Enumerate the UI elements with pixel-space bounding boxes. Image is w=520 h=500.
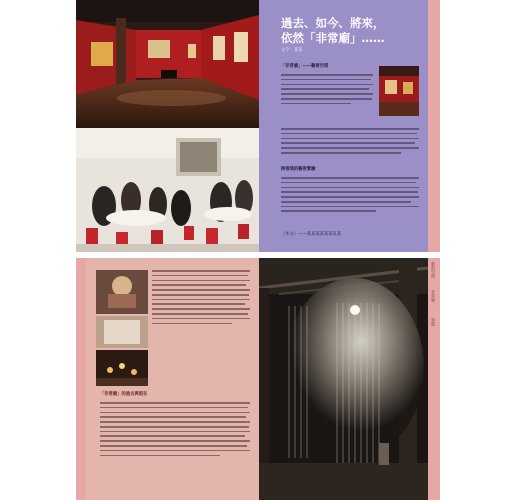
candle-photo	[96, 350, 148, 386]
article-title	[281, 16, 421, 46]
article-title-line-2: 依然「非常廟」……	[281, 31, 385, 45]
article-body-text	[281, 74, 373, 107]
tab-label-1: 藝術空間	[431, 262, 436, 278]
installation-photo	[96, 316, 148, 348]
closing-note: （本文）——某某某某某某某某	[281, 232, 342, 237]
column-heading: 「非常廟」的過去與現在	[100, 392, 148, 397]
article-title-line-1: 過去、如今、將來，	[281, 16, 385, 30]
article-body-text-2	[281, 128, 419, 157]
tab-label-3: 專題	[431, 318, 436, 326]
column-text-2	[100, 402, 250, 459]
inset-gallery-photo	[379, 66, 419, 116]
right-edge-band-top	[428, 0, 440, 252]
article-panel-purple	[259, 0, 428, 252]
article-body-text-3	[281, 177, 419, 215]
section-heading: 「非常廟」——藝術空間	[281, 64, 329, 69]
article-byline: 文字：某某	[281, 48, 303, 53]
night-installation-photo	[259, 258, 428, 500]
sub-heading: 跨領域的藝術實驗	[281, 167, 316, 172]
tab-label-2: 非常廟	[431, 290, 436, 302]
chandelier-photo	[96, 270, 148, 314]
gallery-photo	[76, 0, 259, 128]
left-edge-band-bottom	[76, 258, 86, 500]
restaurant-photo	[76, 128, 259, 252]
column-text-1	[152, 270, 250, 327]
